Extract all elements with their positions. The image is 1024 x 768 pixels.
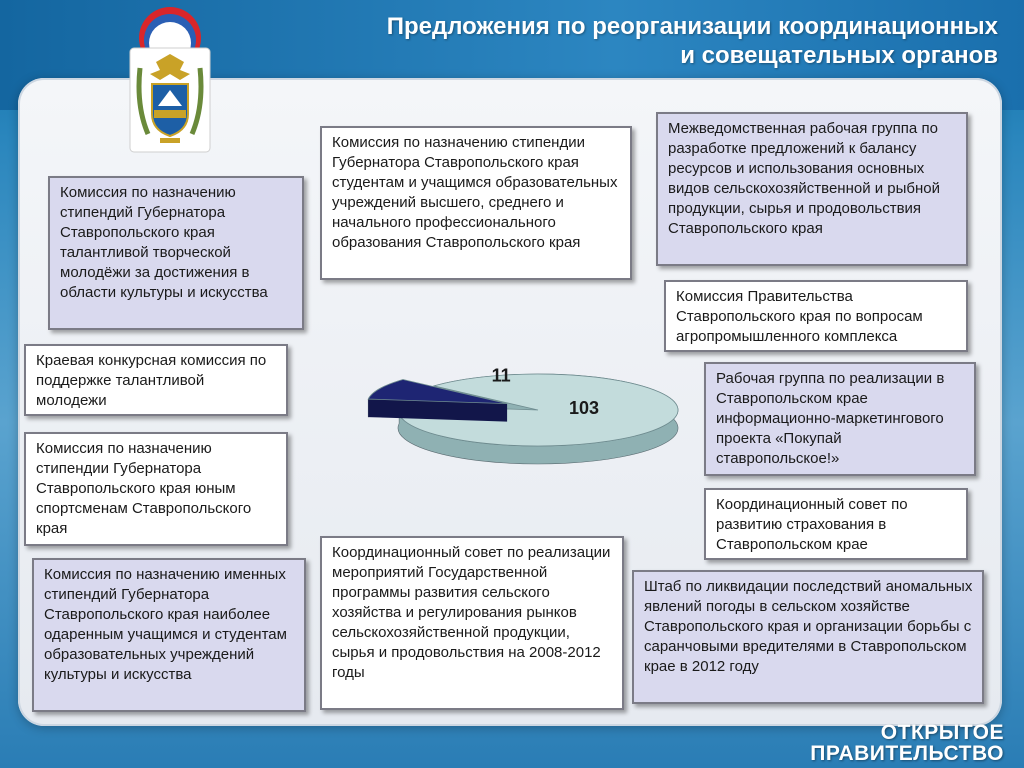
brand-line-1: ОТКРЫТОЕ [880,721,1004,744]
box-center-bottom [320,536,624,710]
emblem-base [160,138,180,143]
box-left-4 [32,558,306,712]
box-right-2-text: Комиссия Правительства Ставропольского края по вопросам агропромышленного комплекса [676,288,923,345]
box-center-top [320,126,632,280]
box-right-3-text: Рабочая группа по реализации в Ставропольском крае информационно-маркетингового проекта «Покупай ставропольское!» [716,370,945,467]
box-left-1 [48,176,304,330]
coat-of-arms-icon [128,6,212,158]
box-right-2 [664,280,968,352]
emblem-band [154,110,186,118]
box-right-1-text: Межведомственная рабочая группа по разработке предложений к балансу ресурсов и использования основных видов сельскохозяйственной и рыбной продукции, сырья и продовольствия Ставропольского края [668,120,941,237]
page-title-line-1: Предложения по реорганизации координационных [386,13,998,40]
box-right-1 [656,112,968,266]
pie-chart [300,360,690,490]
box-left-1-text: Комиссия по назначению стипендий Губернатора Ставропольского края талантливой творческой молодёжи за достижения в области культуры и искусства [60,184,268,301]
page-title-line-2: и совещательных органов [680,42,998,69]
pie-label-1: 11 [491,365,511,386]
box-right-4-text: Координационный совет по развитию страхования в Ставропольском крае [716,496,908,553]
box-right-4 [704,488,968,560]
brand-line-2: ПРАВИТЕЛЬСТВО [810,742,1004,765]
box-left-2-text: Краевая конкурсная комиссия по поддержке талантливой молодежи [36,352,267,409]
page-title [218,12,998,70]
box-right-5-text: Штаб по ликвидации последствий аномальных явлений погоды в сельском хозяйстве Ставропольского края и организации борьбы с саранчовыми вредителями в Ставропольском крае в 2012 году [644,578,973,675]
box-center-top-text: Комиссия по назначению стипендии Губернатора Ставропольского края студентам и учащимся образовательных учреждений высшего, среднего и начального профессионального образования Ставропольского края [332,134,618,251]
box-left-3 [24,432,288,546]
box-left-4-text: Комиссия по назначению именных стипендий Губернатора Ставропольского края наиболее одаренным учащимся и студентам образовательных учреждений культуры и искусства [44,566,287,683]
box-left-3-text: Комиссия по назначению стипендии Губернатора Ставропольского края юным спортсменам Ставропольского края [36,440,252,537]
box-center-bottom-text: Координационный совет по реализации мероприятий Государственной программы развития сельского хозяйства и регулирования рынков сельскохозяйственной продукции, сырья и продовольствия на 2008-2012 годы [332,544,611,681]
pie-label-0: 103 [568,398,600,418]
box-right-3 [704,362,976,476]
box-right-5 [632,570,984,704]
box-left-2 [24,344,288,416]
brand-logo [810,722,1004,764]
